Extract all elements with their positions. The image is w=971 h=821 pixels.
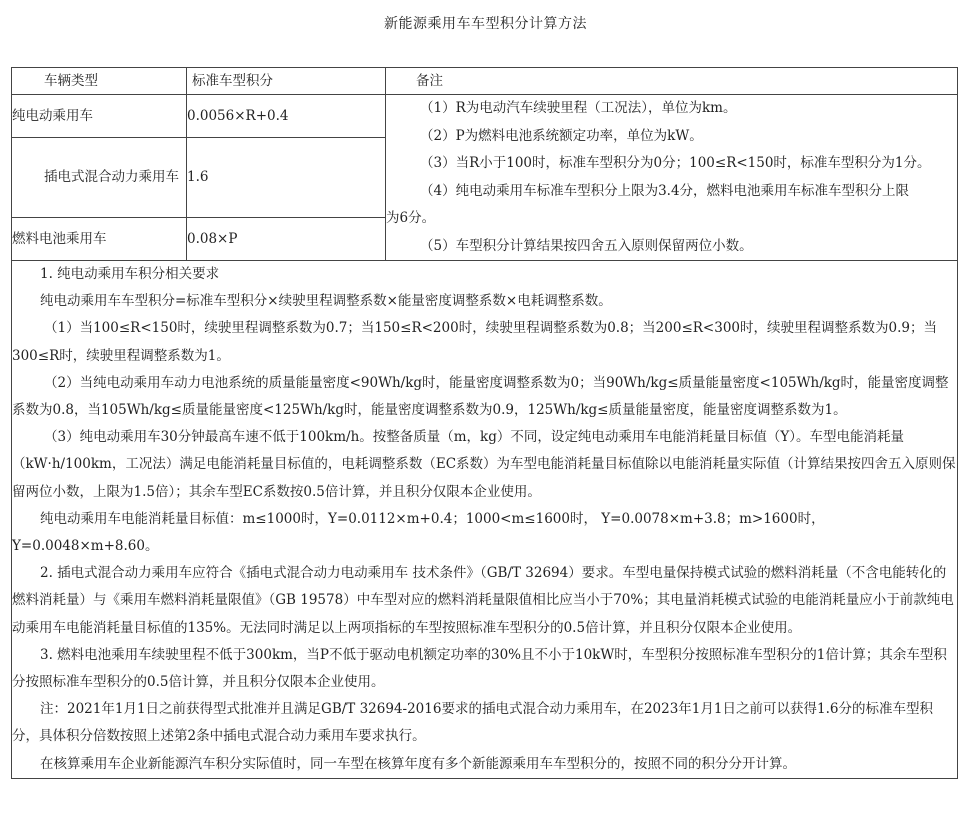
final-paragraph: 在核算乘用车企业新能源汽车积分实际值时，同一车型在核算年度有多个新能源乘用车车型积分的，按照不同的积分分开计算。 xyxy=(40,755,796,772)
standard-credit-fcev: 0.08×P xyxy=(187,218,386,261)
remark-1: （1）R为电动汽车续驶里程（工况法），单位为km。 xyxy=(420,100,737,116)
standard-credit-phev: 1.6 xyxy=(187,137,386,218)
details-row xyxy=(12,261,958,779)
energy-consumption-rule: （3）纯电动乘用车30分钟最高车速不低于100km/h。按整备质量（m，kg）不同，设定纯电动乘用车电能消耗量目标值（Y）。车型电能消耗量（kW·h/100km，工况法）满足电能消耗量目标值的，电耗调整系数（EC系数）为车型电能消耗量目标值除以电能消耗量实际值（计算结果按四舍五入原则保留两位小数，上限为1.5倍）；其余车型EC系数按0.5倍计算，并且积分仅限本企业使用。 xyxy=(12,429,956,500)
header-vehicle-type: 车辆类型 xyxy=(12,68,187,95)
remark-4: （4）纯电动乘用车标准车型积分上限为3.4分，燃料电池乘用车标准车型积分上限 xyxy=(420,182,910,199)
energy-density-rule: （2）当纯电动乘用车动力电池系统的质量能量密度<90Wh/kg时，能量密度调整系数为0；当90Wh/kg≤质量能量密度<105Wh/kg时，能量密度调整系数为0.8，当105Wh/kg≤质量能量密度<125Wh/kg时，能量密度调整系数为0.9，125Wh/kg≤质量能量密度，能量密度调整系数为1。 xyxy=(12,374,949,419)
note-paragraph: 注：2021年1月1日之前获得型式批准并且满足GB/T 32694-2016要求的插电式混合动力乘用车，在2023年1月1日之前可以获得1.6分的标准车型积分，具体积分倍数按照上述第2条中插电式混合动力乘用车要求执行。 xyxy=(12,701,933,745)
table-header-row xyxy=(12,68,958,95)
table-row xyxy=(12,95,958,138)
range-adjustment-rule: （1）当100≤R<150时，续驶里程调整系数为0.7；当150≤R<200时，续驶里程调整系数为0.8；当200≤R<300时，续驶里程调整系数为0.9；当300≤R时，续驶里程调整系数为1。 xyxy=(12,320,937,364)
credit-table xyxy=(11,67,958,779)
remark-3: （3）当R小于100时，标准车型积分为0分；100≤R<150时，标准车型积分为1分。 xyxy=(420,155,931,171)
vehicle-type-phev: 插电式混合动力乘用车 xyxy=(12,137,187,218)
vehicle-type-bev: 纯电动乘用车 xyxy=(12,95,187,138)
remark-5: （5）车型积分计算结果按四舍五入原则保留两位小数。 xyxy=(420,237,753,254)
bev-credit-formula: 纯电动乘用车车型积分=标准车型积分×续驶里程调整系数×能量密度调整系数×电耗调整系数。 xyxy=(40,293,612,310)
section-1-heading: 1. 纯电动乘用车积分相关要求 xyxy=(40,266,220,282)
remark-4-continued: 为6分。 xyxy=(386,210,436,226)
remark-2: （2）P为燃料电池系统额定功率，单位为kW。 xyxy=(420,127,703,144)
standard-credit-bev: 0.0056×R+0.4 xyxy=(187,95,386,138)
header-standard-credit: 标准车型积分 xyxy=(187,68,386,95)
remarks-cell xyxy=(386,95,958,261)
document-title: 新能源乘用车车型积分计算方法 xyxy=(384,16,587,32)
header-remarks: 备注 xyxy=(386,68,958,95)
section-3-fcev: 3. 燃料电池乘用车续驶里程不低于300km，当P不低于驱动电机额定功率的30%且不小于10kW时，车型积分按照标准车型积分的1倍计算；其余车型积分按照标准车型积分的0.5倍计算，并且积分仅限本企业使用。 xyxy=(12,646,947,691)
vehicle-type-fcev: 燃料电池乘用车 xyxy=(12,218,187,261)
consumption-target-formula: 纯电动乘用车电能消耗量目标值：m≤1000时，Y=0.0112×m+0.4；1000<m≤1600时， Y=0.0078×m+3.8；m>1600时，Y=0.0048×m+8.60。 xyxy=(12,510,825,555)
details-cell xyxy=(12,261,958,779)
section-2-phev: 2. 插电式混合动力乘用车应符合《插电式混合动力电动乘用车 技术条件》（GB/T 32694）要求。车型电量保持模式试验的燃料消耗量（不含电能转化的燃料消耗量）与《乘用车燃料消耗量限值》（GB 19578）中车型对应的燃料消耗量限值相比应当小于70%；其电量消耗模式试验的电能消耗量应小于前款纯电动乘用车电能消耗量目标值的135%。无法同时满足以上两项指标的车型按照标准车型积分的0.5倍计算，并且积分仅限本企业使用。 xyxy=(12,565,954,636)
